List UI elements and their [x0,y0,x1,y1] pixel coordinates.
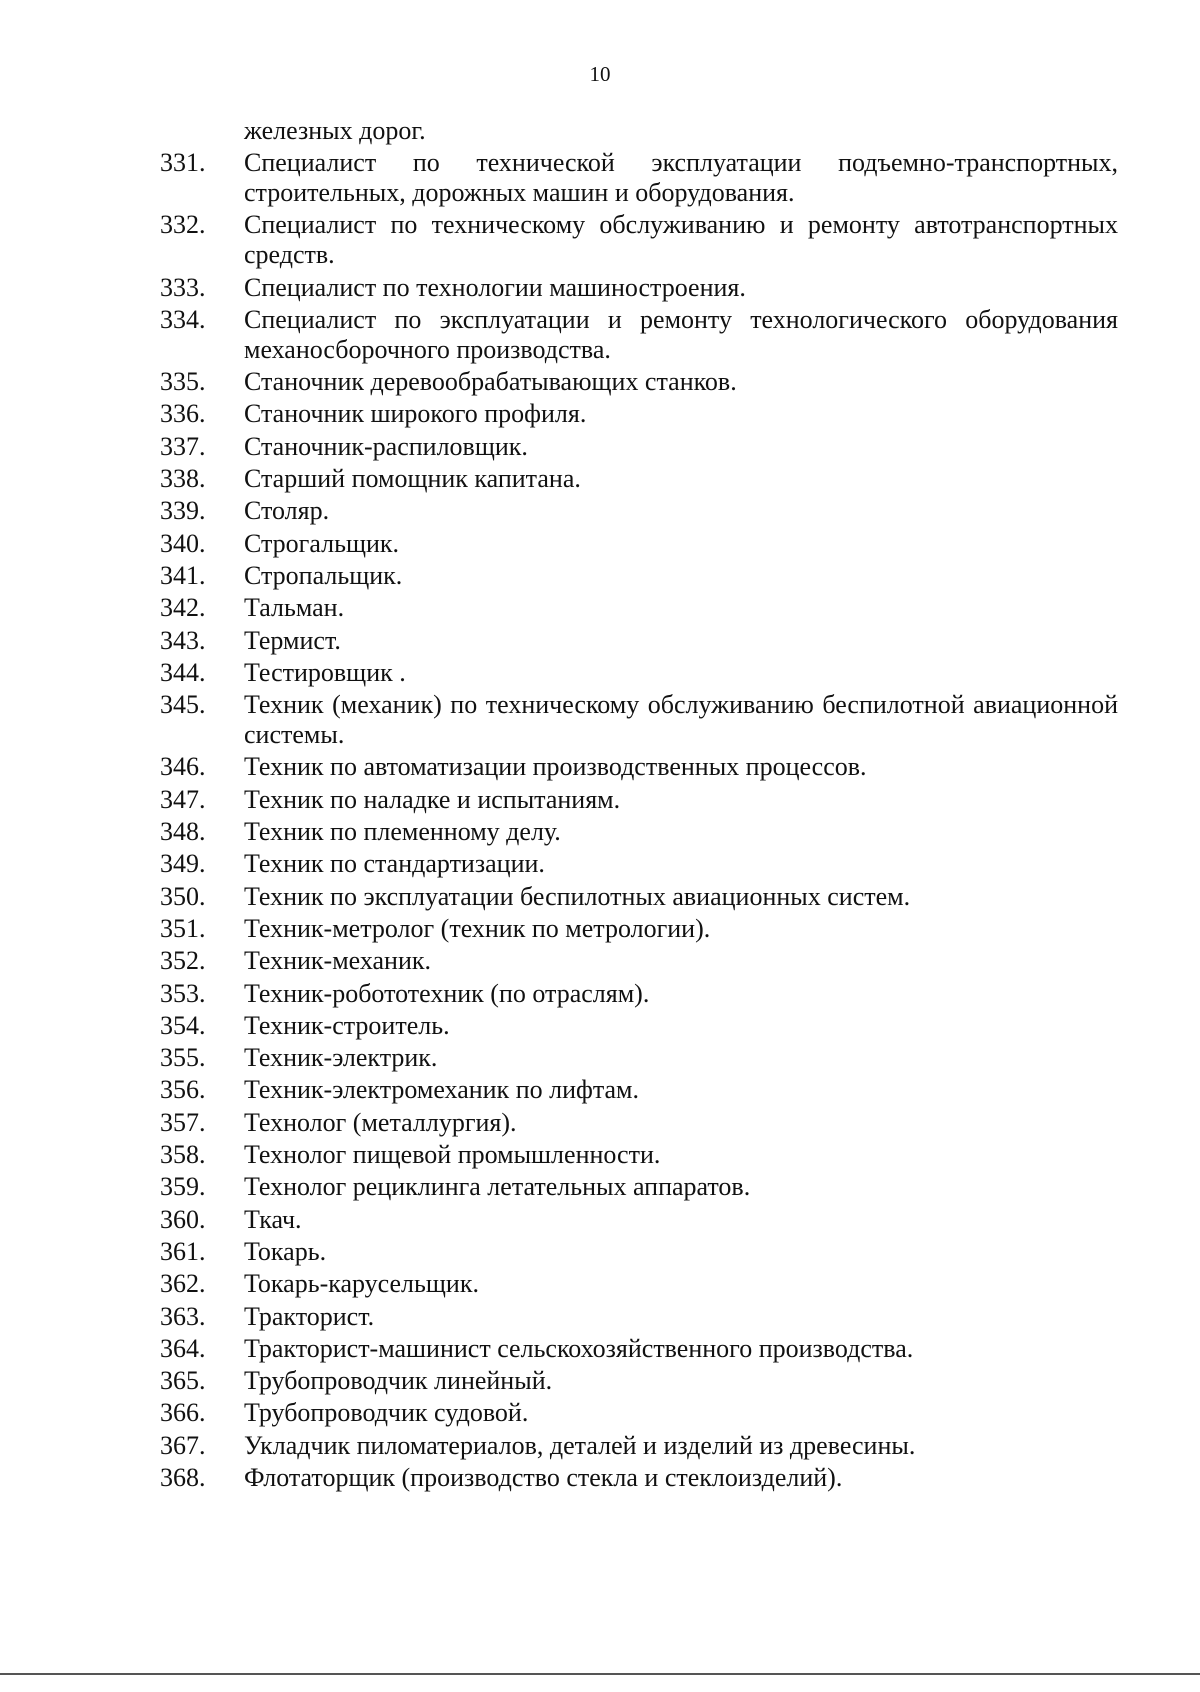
list-item [160,1205,1118,1237]
item-text: Специалист по технической эксплуатации подъемно-транспортных, строительных, дорожных машин и оборудования. [244,148,1118,207]
item-text: Токарь. [244,1236,327,1266]
list-item [160,914,1118,946]
list-item [160,979,1118,1011]
list-item [160,785,1118,817]
item-text: Техник по наладке и испытаниям. [244,784,621,814]
item-number: 360. [160,1204,206,1234]
item-number: 355. [160,1043,206,1073]
item-number: 335. [160,367,206,397]
item-text: Технолог пищевой промышленности. [244,1140,661,1170]
item-number: 331. [160,148,206,177]
item-number: 336. [160,399,206,429]
item-text: Техник-электрик. [244,1043,438,1073]
item-number: 334. [160,304,206,334]
item-number: 363. [160,1301,206,1331]
item-text: Техник по эксплуатации беспилотных авиационных систем. [244,881,911,911]
item-text: Укладчик пиломатериалов, деталей и изделий из древесины. [244,1430,916,1460]
list-item [160,399,1118,431]
item-text: Техник-метролог (техник по метрологии). [244,913,711,943]
item-number: 338. [160,464,206,494]
list-item [160,1043,1118,1075]
list-item [160,626,1118,658]
bottom-rule [0,1673,1200,1675]
list-item [160,849,1118,881]
list-item [160,1366,1118,1398]
item-text: Техник по автоматизации производственных процессов. [244,752,867,782]
item-text: Термист. [244,625,341,655]
list-item [160,432,1118,464]
profession-list [160,116,1118,1495]
item-text: Техник по племенному делу. [244,817,561,847]
item-number: 368. [160,1462,206,1492]
item-text: Станочник-распиловщик. [244,431,528,461]
item-number: 354. [160,1010,206,1040]
item-number: 339. [160,496,206,526]
item-number: 348. [160,817,206,847]
item-text: Специалист по технологии машиностроения. [244,272,746,302]
item-number: 356. [160,1075,206,1105]
item-text: Станочник широкого профиля. [244,399,587,429]
item-number: 347. [160,784,206,814]
item-text: Флотаторщик (производство стекла и стеклоизделий). [244,1462,843,1492]
item-text: Техник-механик. [244,946,432,976]
item-number: 340. [160,528,206,558]
list-item [160,210,1118,272]
list-item [160,1302,1118,1334]
list-item [160,529,1118,561]
list-item [160,305,1118,367]
item-number: 349. [160,849,206,879]
list-item [160,882,1118,914]
item-text: Техник по стандартизации. [244,849,545,879]
item-number: 345. [160,690,206,720]
item-text: Столяр. [244,496,330,526]
list-item [160,1463,1118,1495]
item-text: Техник-электромеханик по лифтам. [244,1075,640,1105]
list-item [160,1172,1118,1204]
item-number: 342. [160,593,206,623]
list-item [160,1108,1118,1140]
item-number: 358. [160,1140,206,1170]
item-number: 350. [160,881,206,911]
list-item [160,148,1118,210]
item-number: 359. [160,1172,206,1202]
list-item [160,367,1118,399]
list-item [160,817,1118,849]
list-item [160,1237,1118,1269]
item-text: Тальман. [244,593,345,623]
item-text: Специалист по эксплуатации и ремонту технологического оборудования механосборочного производства. [244,304,1118,364]
item-text: Технолог (металлургия). [244,1107,517,1137]
list-item [160,946,1118,978]
list-item [160,1011,1118,1043]
list-item [160,464,1118,496]
list-item [160,1140,1118,1172]
item-number: 367. [160,1430,206,1460]
item-number: 365. [160,1366,206,1396]
item-number: 343. [160,625,206,655]
item-number: 366. [160,1398,206,1428]
item-text: Трубопроводчик линейный. [244,1366,553,1396]
item-text: Тракторист. [244,1301,375,1331]
list-item [160,561,1118,593]
page-number: 10 [589,62,611,86]
item-text: Техник-строитель. [244,1010,450,1040]
list-item [160,752,1118,784]
item-text: Ткач. [244,1204,302,1234]
list-item [160,1075,1118,1107]
list-item [160,1334,1118,1366]
item-number: 357. [160,1107,206,1137]
list-item [160,1269,1118,1301]
list-item [160,690,1118,752]
item-number: 351. [160,913,206,943]
item-text: Трубопроводчик судовой. [244,1398,529,1428]
item-text: Технолог рециклинга летательных аппаратов. [244,1172,751,1202]
item-text: Специалист по техническому обслуживанию и ремонту автотранспортных средств. [244,210,1118,270]
item-text: Стропальщик. [244,560,403,590]
continuation-text: железных дорог. [244,116,426,145]
item-number: 333. [160,272,206,302]
item-text: Тестировщик . [244,657,406,687]
list-item [160,1431,1118,1463]
item-number: 352. [160,946,206,976]
item-text: Техник-робототехник (по отраслям). [244,978,650,1008]
list-item [160,496,1118,528]
item-number: 361. [160,1236,206,1266]
item-number: 341. [160,560,206,590]
item-text: Станочник деревообрабатывающих станков. [244,367,737,397]
item-number: 337. [160,431,206,461]
item-text: Строгальщик. [244,528,400,558]
item-number: 362. [160,1269,206,1299]
item-text: Техник (механик) по техническому обслуживанию беспилотной авиационной системы. [244,690,1118,750]
item-number: 346. [160,752,206,782]
list-item [160,658,1118,690]
item-text: Старший помощник капитана. [244,464,581,494]
list-item [160,1398,1118,1430]
item-number: 344. [160,657,206,687]
item-number: 332. [160,210,206,240]
item-number: 364. [160,1333,206,1363]
item-text: Тракторист-машинист сельскохозяйственного производства. [244,1333,914,1363]
item-number: 353. [160,978,206,1008]
item-text: Токарь-карусельщик. [244,1269,479,1299]
list-item [160,593,1118,625]
list-item [160,273,1118,305]
